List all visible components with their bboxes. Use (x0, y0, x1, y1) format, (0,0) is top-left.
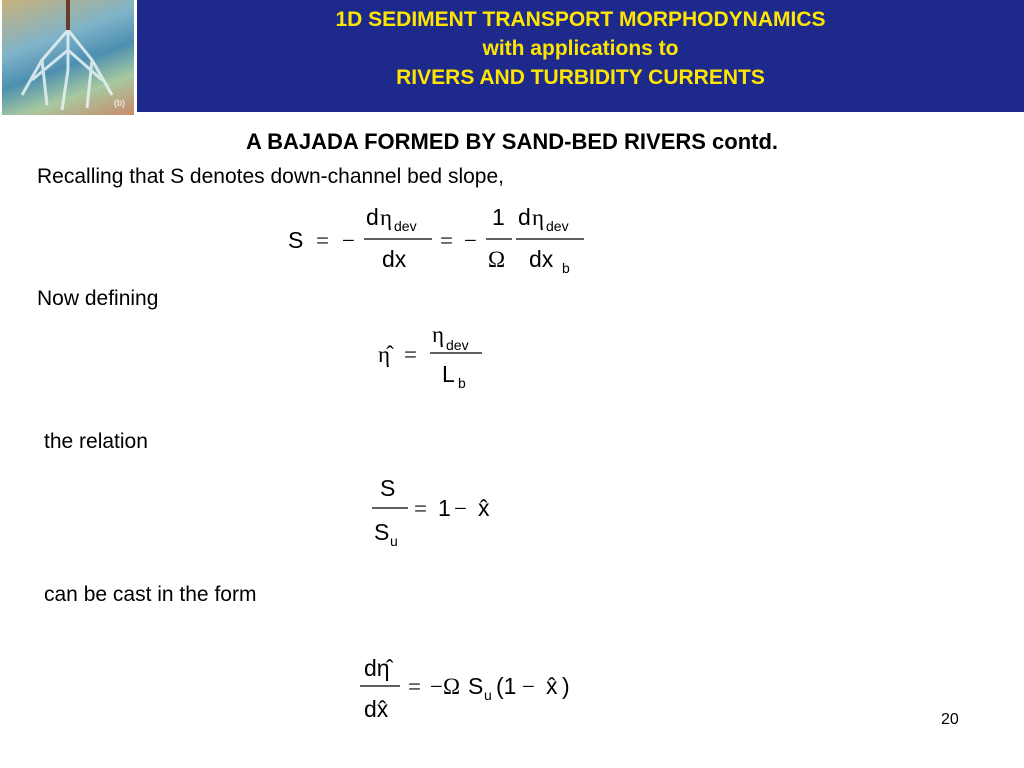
eq1-eta-2: η (532, 205, 545, 230)
header (0, 0, 1024, 115)
river-delta-logo (2, 0, 134, 115)
eq2-L: L (442, 361, 455, 387)
eq3-S-top: S (380, 475, 396, 501)
eq1-dev: dev (394, 218, 417, 234)
eq3-minus: − (454, 496, 467, 521)
eq2-equals: = (404, 342, 417, 367)
eq3-one: 1 (438, 495, 451, 521)
eq2-b: b (458, 375, 466, 391)
equation-final-form (356, 648, 586, 728)
slide-title: A BAJADA FORMED BY SAND-BED RIVERS contd. (245, 129, 779, 154)
text-the-relation: the relation (44, 430, 148, 453)
eq4-minus-omega: −Ω (430, 674, 461, 699)
eq2-eta: η (432, 322, 445, 347)
eq2-dev: dev (446, 337, 469, 353)
eq1-one: 1 (492, 204, 505, 230)
equation-slope-definition (280, 198, 610, 284)
banner-line-2: with applications to (482, 37, 679, 60)
eq4-minus: − (522, 674, 535, 699)
eq1-b: b (562, 260, 570, 276)
eq1-d: d (366, 204, 379, 230)
text-now-defining: Now defining (37, 287, 159, 310)
eq4-paren-close: ) (562, 673, 570, 699)
equation-eta-hat-definition (370, 322, 500, 394)
eq3-equals: = (414, 496, 427, 521)
eq4-x-hat: x̂ (546, 673, 558, 699)
eq1-eta: η (380, 205, 393, 230)
eq4-u: u (484, 687, 492, 703)
eq4-S: S (468, 673, 484, 699)
eq1-d-2: d (518, 204, 531, 230)
eq1-minus: − (342, 228, 355, 253)
equation-slope-relation (368, 470, 508, 550)
eq1-dx: dx (382, 246, 407, 272)
banner-line-3: RIVERS AND TURBIDITY CURRENTS (396, 66, 765, 89)
eq3-x-hat: x̂ (478, 495, 490, 521)
eq4-paren-open: (1 (496, 673, 517, 699)
eq1-equals-2: = (440, 228, 453, 253)
eq2-eta-hat: η̂ (378, 342, 391, 367)
delta-channels-icon (2, 0, 134, 115)
eq1-equals: = (316, 228, 329, 253)
page-number: 20 (941, 711, 959, 728)
text-recalling: Recalling that S denotes down-channel bed slope, (37, 165, 504, 188)
eq3-S-bottom: S (374, 519, 390, 545)
course-banner (137, 0, 1024, 112)
eq1-S: S (288, 227, 304, 253)
eq4-numerator: dη̂ (364, 655, 390, 681)
eq1-dx-2: dx (529, 246, 554, 272)
eq4-denominator: dx̂ (364, 696, 389, 722)
text-cast-form: can be cast in the form (44, 583, 257, 606)
banner-line-1: 1D SEDIMENT TRANSPORT MORPHODYNAMICS (335, 8, 826, 31)
eq1-omega: Ω (488, 247, 506, 272)
eq1-minus-2: − (464, 228, 477, 253)
eq4-equals: = (408, 674, 421, 699)
logo-tag: (b) (114, 98, 125, 108)
eq1-dev-2: dev (546, 218, 569, 234)
eq3-u: u (390, 533, 398, 549)
